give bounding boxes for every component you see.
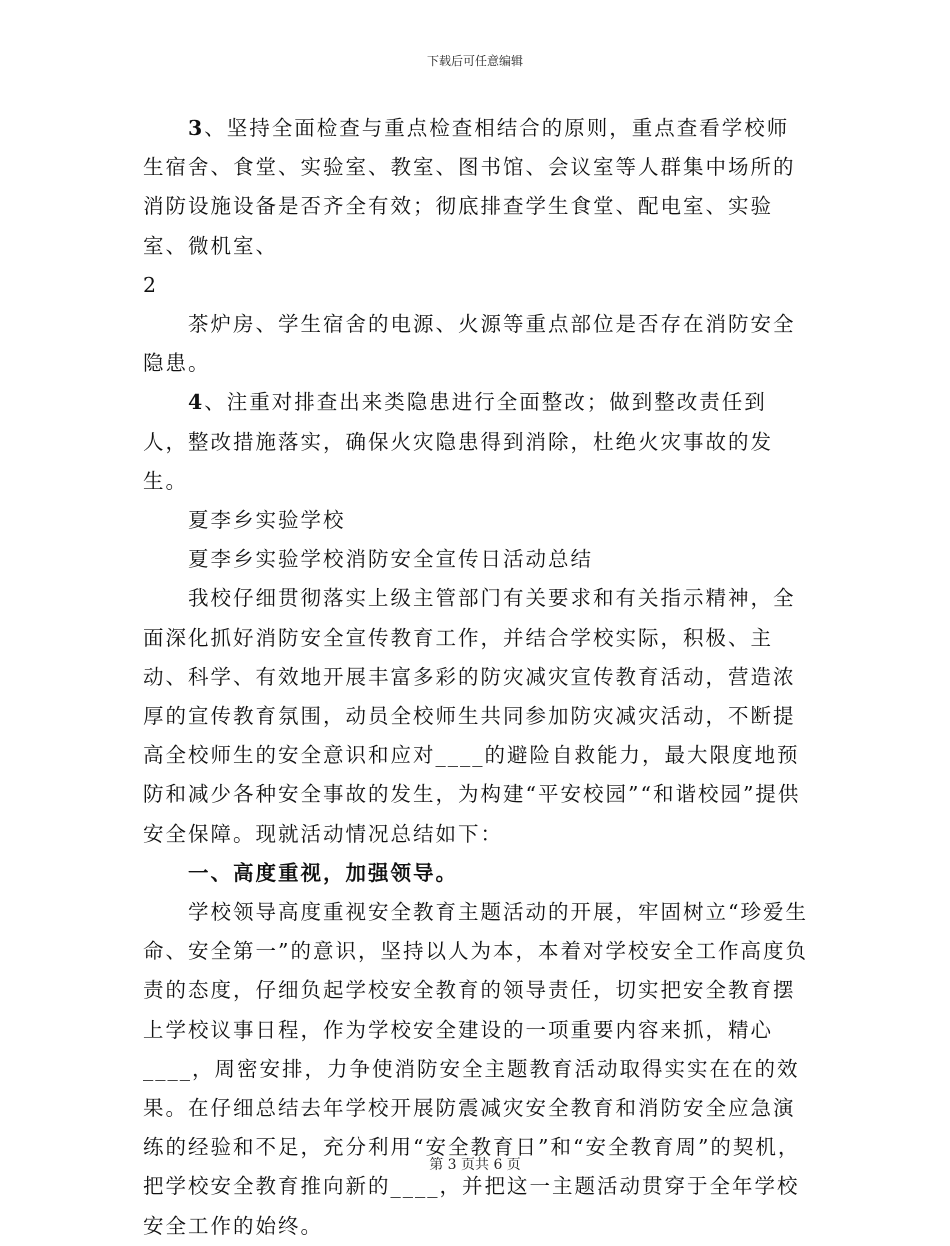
page-footer: 第 3 页共 6 页 — [429, 1157, 521, 1173]
paragraph-item-4 — [143, 383, 811, 501]
paragraph-text: 、坚持全面检查与重点检查相结合的原则，重点查看学校师生宿舍、食堂、实验室、教室、图书馆、会议室等人群集中场所的消防设施设备是否齐全有效；彻底排查学生食堂、配电室、实验室、微机室、 — [143, 116, 796, 258]
paragraph-text: 、注重对排查出来类隐患进行全面整改；做到整改责任到人，整改措施落实，确保火灾隐患得到消除，杜绝火灾事故的发生。 — [143, 390, 773, 493]
section-paragraph: 学校领导高度重视安全教育主题活动的开展，牢固树立“珍爱生命、安全第一”的意识，坚持以人为本，本着对学校安全工作高度负责的态度，仔细负起学校安全教育的领导责任，切实把安全教育摆上学校议事日程，作为学校安全建设的一项重要内容来抓，精心____，周密安排，力争使消防安全主题教育活动取得实实在在的效果。在仔细总结去年学校开展防震减灾安全教育和消防安全应急演练的经验和不足，充分利用“安全教育日”和“安全教育周”的契机，把学校安全教育推向新的____，并把这一主题活动贯穿于全年学校安全工作的始终。 — [143, 900, 808, 1238]
intro-paragraph: 我校仔细贯彻落实上级主管部门有关要求和有关指示精神，全面深化抓好消防安全宣传教育工作，并结合学校实际，积极、主动、科学、有效地开展丰富多彩的防灾减灾宣传教育活动，营造浓厚的宣传教育氛围，动员全校师生共同参加防灾减灾活动，不断提高全校师生的安全意识和应对____的避险自救能力，最大限度地预防和减少各种安全事故的发生，为构建“平安校园”“和谐校园”提供安全保障。现就活动情况总结如下： — [143, 586, 801, 846]
item-number: 3 — [188, 116, 205, 140]
signature-school: 夏李乡实验学校 — [188, 508, 346, 533]
document-title: 夏李乡实验学校消防安全宣传日活动总结 — [188, 547, 593, 572]
section-heading: 一、高度重视，加强领导。 — [188, 860, 458, 885]
page-marker: 2 — [143, 272, 159, 297]
paragraph-continuation: 茶炉房、学生宿舍的电源、火源等重点部位是否存在消防安全隐患。 — [143, 312, 796, 376]
paragraph-item-3 — [143, 109, 811, 266]
item-number: 4 — [188, 390, 205, 415]
page-header: 下载后可任意编辑 — [426, 54, 523, 68]
document-body — [143, 109, 811, 1246]
